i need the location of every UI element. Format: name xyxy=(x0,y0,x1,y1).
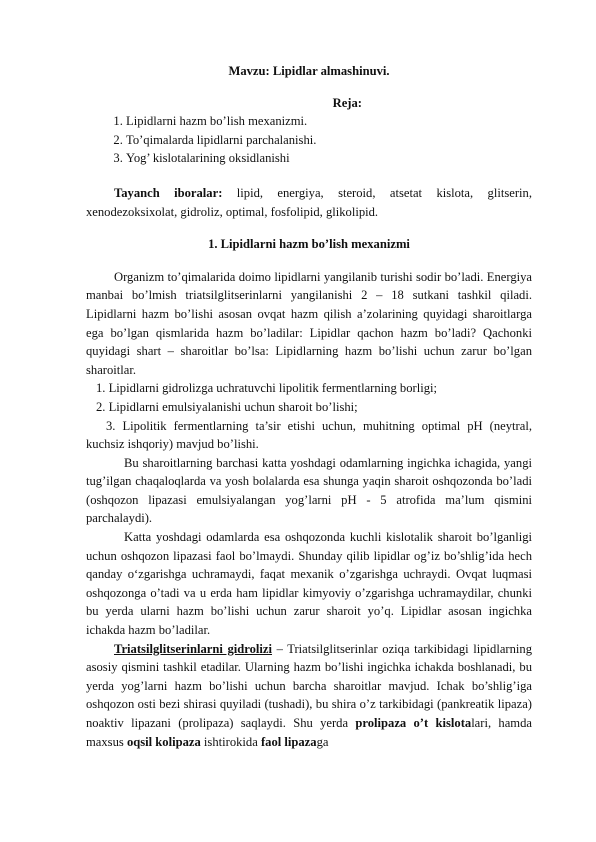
term-highlight: prolipaza o’t kislota xyxy=(355,716,472,730)
term-highlight: faol lipaza xyxy=(260,734,317,749)
term-highlight: Triatsilglitserinlarni gidrolizi xyxy=(114,641,273,656)
condition-item: 2. Lipidlarni emulsiyalanishi uchun sharoit bo’lishi; xyxy=(96,399,358,414)
condition-item: 3. Lipolitik fermentlarning ta’sir etishi uchun, muhitning optimal pH (neytral, kuchsiz ishqoriy) mavjud bo’lishi. xyxy=(86,418,532,452)
paragraph-text: ga xyxy=(316,734,329,749)
plan-list xyxy=(86,112,532,168)
plan-item: 1. Lipidlarni hazm bo’lish mexanizmi. xyxy=(126,112,532,131)
keywords-label: Tayanch iboralar: xyxy=(114,185,223,200)
term-highlight: oqsil kolipaza xyxy=(126,734,201,749)
paragraph xyxy=(86,640,532,752)
plan-heading: Reja: xyxy=(332,95,362,110)
document-page xyxy=(86,62,532,751)
condition-item: 1. Lipidlarni gidrolizga uchratuvchi lipolitik fermentlarning borligi; xyxy=(96,381,437,396)
plan-item: 3. Yog’ kislotalarining oksidlanishi xyxy=(126,149,532,168)
paragraph-text: ishtirokida xyxy=(200,734,261,749)
keywords-text: lipid, energiya, steroid, atsetat kislota, glitserin, xenodezoksixolat, gidroliz, optimal, fosfolipid, glikolipid. xyxy=(86,185,532,219)
paragraph: Katta yoshdagi odamlarda esa oshqozonda kuchli kislotalik sharoit bo’lganligi uchun oshqozon lipazasi faol bo’lmaydi. Shunday qilib lipidlar og’iz bo’shlig’ida hech qanday o‘zgarishga uchramaydi, faqat mexanik o’zgarishga uchraydi. Ovqat luqmasi oshqozonga o’tadi va u erda ham lipidlar kimyoviy o’zgarishga uchramaydilar, chunki bu yerda ularni hazm bo’lishi uchun zarur sharoit yo’q. Lipidlar asosan ingichka ichakda hazm bo’ladilar. xyxy=(86,530,532,638)
paragraph-text: lari, hamda maxsus xyxy=(86,716,532,749)
paragraph: Organizm to’qimalarida doimo lipidlarni yangilanib turishi sodir bo’ladi. Energiya manbai bo’lmish triatsilglitserinlarni yangilanishi 2 – 18 sutkani tashkil qiladi. Lipidlarni hazm bo’lishi asosan ovqat hazm qilish a’zolarining quyidagi sharoitlarga ega bo’lgan qismlarida hazm bo’ladilar: Lipidlar qachon hazm bo’ladi? Qachonki quyidagi shart – sharoitlar bo’lsa: Lipidlarning hazm bo’lishi uchun zarur bo’lgan sharoitlar. xyxy=(86,269,532,377)
keywords-paragraph xyxy=(86,184,532,221)
plan-item: 2. To’qimalarda lipidlarni parchalanishi. xyxy=(126,131,532,150)
paragraph: Bu sharoitlarning barchasi katta yoshdagi odamlarning ingichka ichagida, yangi tug’ilgan chaqaloqlarda va yosh bolalarda esa shunga yaqin sharoit oshqozonda bo’ladi (oshqozon lipazasi emulsiyalangan yog’larni pH - 5 atrofida ma’lum qismini parchalaydi). xyxy=(86,455,532,526)
paragraph-text: – Triatsilglitserinlar oziqa tarkibidagi lipidlarning asosiy qismini tashkil etadilar. Ularning hazm bo’lishi ingichka ichakda boshlanadi, bu yerda yog’larni hazm bo’lishi uchun barcha sharoitlar mavjud. Ichak bo’shlig’iga oshqozon osti bezi shirasi quyiladi (tushadi), bu shira o’z tarkibidagi (pankreatik lipaza) noaktiv lipazani (prolipaza) saqlaydi. Shu yerda xyxy=(86,641,532,730)
topic-title: Mavzu: Lipidlar almashinuvi. xyxy=(228,64,390,78)
section-heading: 1. Lipidlarni hazm bo’lish mexanizmi xyxy=(208,237,410,252)
